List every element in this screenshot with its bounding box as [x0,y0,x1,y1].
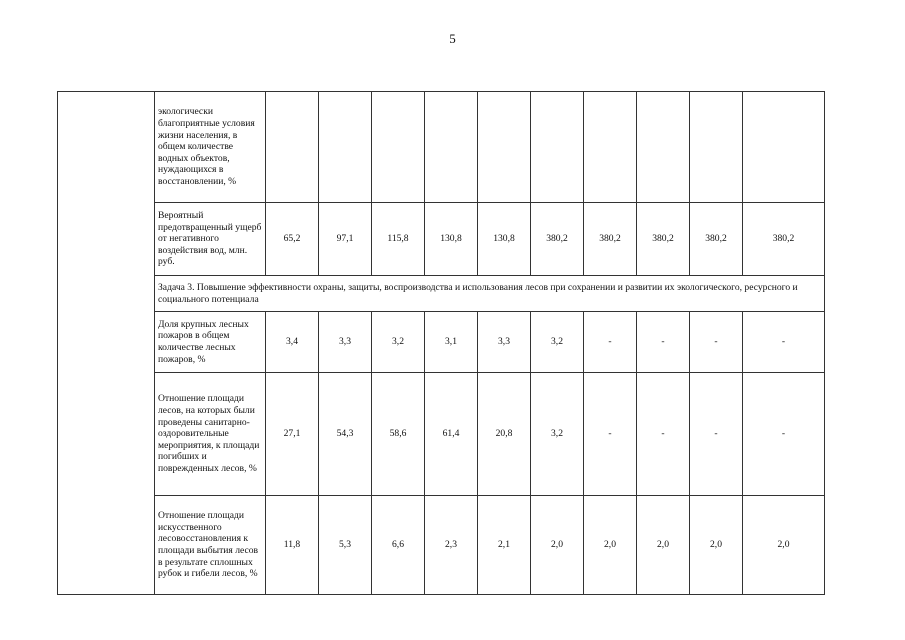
task-row [58,276,825,312]
table-cell [531,92,584,203]
table-cell [690,92,743,203]
row-label: Отношение площади искусственного лесовосстановления к площади выбытия лесов в результате сплошных рубок и гибели лесов, % [155,496,266,595]
table-cell [584,92,637,203]
table-cell: 2,0 [531,496,584,595]
table-cell: 380,2 [531,203,584,276]
row-label: экологически благоприятные условия жизни населения, в общем количестве водных объектов, нуждающихся в восстановлении, % [155,92,266,203]
table-row [58,496,825,595]
table-cell: 2,0 [637,496,690,595]
table-cell [319,92,372,203]
table-cell [266,92,319,203]
table-cell: 130,8 [425,203,478,276]
table-cell: 27,1 [266,373,319,496]
table-row [58,373,825,496]
table-cell: 65,2 [266,203,319,276]
table-cell: - [743,312,825,373]
table-cell [637,92,690,203]
table-cell: 5,3 [319,496,372,595]
table-cell: 115,8 [372,203,425,276]
table-cell: - [690,373,743,496]
table-cell: 54,3 [319,373,372,496]
table-cell: - [637,373,690,496]
table-cell: 3,3 [319,312,372,373]
row-label: Доля крупных лесных пожаров в общем количестве лесных пожаров, % [155,312,266,373]
table-cell: 2,0 [690,496,743,595]
table-cell: - [584,312,637,373]
table-cell: 6,6 [372,496,425,595]
table-cell: 11,8 [266,496,319,595]
table-cell: 2,0 [584,496,637,595]
table-row [58,312,825,373]
table-cell: 3,3 [478,312,531,373]
table-cell: 58,6 [372,373,425,496]
table-cell [478,92,531,203]
table-row [58,203,825,276]
table-cell: 3,1 [425,312,478,373]
table-cell: 3,4 [266,312,319,373]
task-heading: Задача 3. Повышение эффективности охраны, защиты, воспроизводства и использования лесов при сохранении и развитии их экологического, ресурсного и социального потенциала [155,276,825,312]
table-cell: 2,0 [743,496,825,595]
table-cell: - [637,312,690,373]
table-cell: 3,2 [531,373,584,496]
table-cell: 380,2 [690,203,743,276]
table-cell: 380,2 [743,203,825,276]
table-cell: - [584,373,637,496]
page-number: 5 [449,31,456,46]
indicators-table [57,91,825,595]
table-cell: 2,1 [478,496,531,595]
table-cell: 2,3 [425,496,478,595]
first-column-cell [58,92,155,595]
table-cell: 3,2 [531,312,584,373]
row-label: Отношение площади лесов, на которых были проведены санитарно-оздоровительные мероприятия, к площади погибших и поврежденных лесов, % [155,373,266,496]
row-label: Вероятный предотвращенный ущерб от негативного воздействия вод, млн. руб. [155,203,266,276]
table-cell [743,92,825,203]
table-row [58,92,825,203]
table-cell: 20,8 [478,373,531,496]
table-cell [372,92,425,203]
table-cell: 61,4 [425,373,478,496]
table-cell: 380,2 [637,203,690,276]
table-cell: 97,1 [319,203,372,276]
table-cell: 380,2 [584,203,637,276]
table-cell: - [743,373,825,496]
table-cell: 3,2 [372,312,425,373]
table-cell [425,92,478,203]
table-cell: 130,8 [478,203,531,276]
table-cell: - [690,312,743,373]
